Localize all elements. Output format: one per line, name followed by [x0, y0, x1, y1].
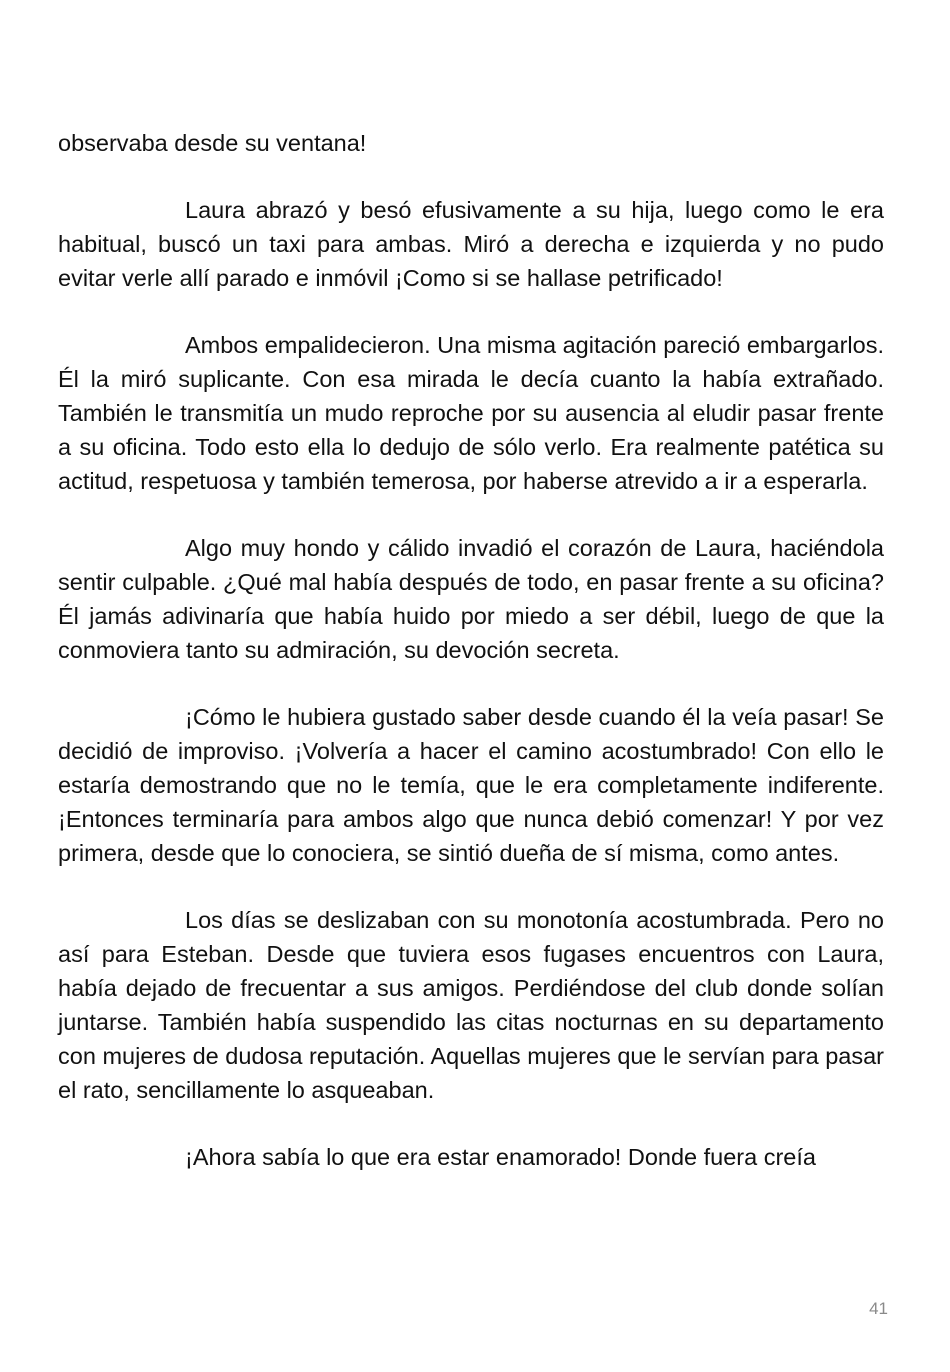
page-number: 41 [869, 1299, 888, 1318]
paragraph: Ambos empalidecieron. Una misma agitación pareció embargarlos. Él la miró suplicante. Con esa mirada le decía cuanto la había extrañado. También le transmitía un mudo reproche por su ausencia al eludir pasar frente a su oficina. Todo esto ella lo dedujo de sólo verlo. Era realmente patética su actitud, respetuosa y también temerosa, por haberse atrevido a ir a esperarla. [58, 332, 884, 494]
page-body [58, 126, 884, 1207]
paragraph: Laura abrazó y besó efusivamente a su hija, luego como le era habitual, buscó un taxi para ambas. Miró a derecha e izquierda y no pudo evitar verle allí parado e inmóvil ¡Como si se hallase petrificado! [58, 197, 884, 291]
paragraph: observaba desde su ventana! [58, 130, 367, 156]
paragraph: Los días se deslizaban con su monotonía acostumbrada. Pero no así para Esteban. Desde que tuviera esos fugases encuentros con Laura, había dejado de frecuentar a sus amigos. Perdiéndose del club donde solían juntarse. También había suspendido las citas nocturnas en su departamento con mujeres de dudosa reputación. Aquellas mujeres que le servían para pasar el rato, sencillamente lo asqueaban. [58, 907, 884, 1103]
paragraph: ¡Cómo le hubiera gustado saber desde cuando él la veía pasar! Se decidió de improviso. ¡Volvería a hacer el camino acostumbrado! Con ello le estaría demostrando que no le temía, que le era completamente indiferente. ¡Entonces terminaría para ambos algo que nunca debió comenzar! Y por vez primera, desde que lo conociera, se sintió dueña de sí misma, como antes. [58, 704, 884, 866]
paragraph: ¡Ahora sabía lo que era estar enamorado! Donde fuera creía [185, 1144, 816, 1170]
paragraph: Algo muy hondo y cálido invadió el corazón de Laura, haciéndola sentir culpable. ¿Qué mal había después de todo, en pasar frente a su oficina? Él jamás adivinaría que había huido por miedo a ser débil, luego de que la conmoviera tanto su admiración, su devoción secreta. [58, 535, 884, 663]
